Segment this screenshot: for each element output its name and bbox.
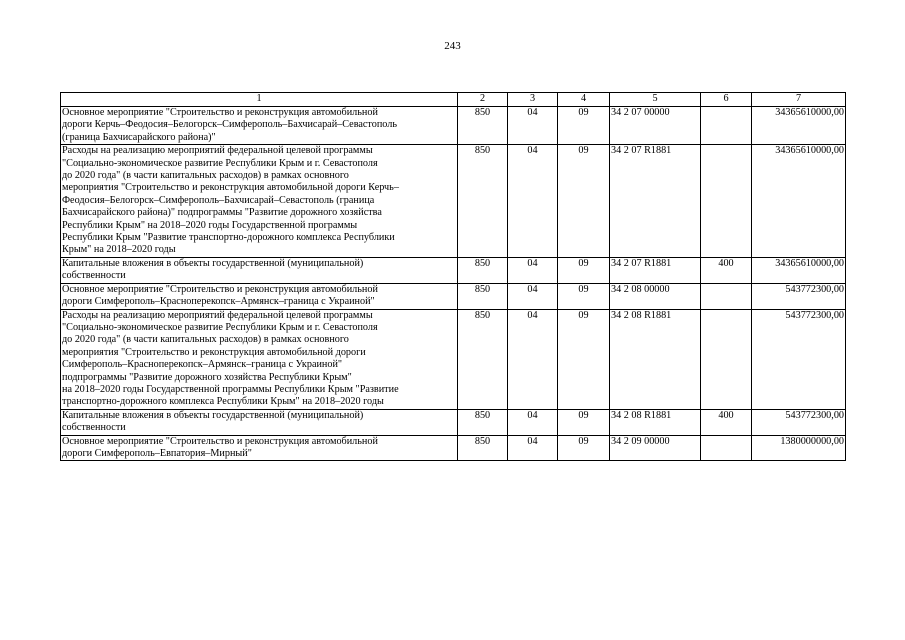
- subsection-code: 09: [558, 435, 610, 461]
- section-code: 04: [508, 257, 558, 283]
- description-line: Симферополь–Красноперекопск–Армянск–граница с Украиной": [62, 359, 343, 371]
- ministry-code: 850: [458, 435, 508, 461]
- column-header-6: 6: [701, 93, 752, 107]
- target-article-code: 34 2 07 00000: [610, 107, 701, 145]
- expense-type-code: [701, 107, 752, 145]
- description-line: до 2020 года" (в части капитальных расходов) в рамках основного: [62, 334, 349, 346]
- description-line: "Социально-экономическое развитие Республики Крым и г. Севастополя: [62, 321, 378, 333]
- description-line: Основное мероприятие "Строительство и реконструкция автомобильной: [62, 435, 378, 447]
- ministry-code: 850: [458, 145, 508, 258]
- subsection-code: 09: [558, 409, 610, 435]
- expense-type-code: 400: [701, 257, 752, 283]
- description-line: Расходы на реализацию мероприятий федеральной целевой программы: [62, 309, 373, 321]
- expense-type-code: [701, 283, 752, 309]
- description-line: дороги Симферополь–Евпатория–Мирный": [62, 447, 252, 459]
- ministry-code: 850: [458, 409, 508, 435]
- column-header-1: 1: [61, 93, 458, 107]
- target-article-code: 34 2 08 00000: [610, 283, 701, 309]
- target-article-code: 34 2 09 00000: [610, 435, 701, 461]
- section-code: 04: [508, 145, 558, 258]
- table-row: [61, 435, 846, 461]
- description-line: (граница Бахчисарайского района)": [62, 131, 216, 143]
- description-line: мероприятия "Строительство и реконструкция автомобильной дороги: [62, 346, 366, 358]
- description-line: собственности: [62, 422, 126, 434]
- description-line: дороги Симферополь–Красноперекопск–Армянск–граница с Украиной": [62, 296, 375, 308]
- amount: 34365610000,00: [752, 107, 846, 145]
- amount: 543772300,00: [752, 309, 846, 409]
- row-description: [61, 283, 458, 309]
- row-description: [61, 145, 458, 258]
- description-line: подпрограммы "Развитие дорожного хозяйства Республики Крым": [62, 371, 352, 383]
- row-description: [61, 107, 458, 145]
- description-line: Республики Крым "Развитие транспортно-дорожного комплекса Республики: [62, 232, 395, 244]
- column-header-5: 5: [610, 93, 701, 107]
- description-line: Капитальные вложения в объекты государственной (муниципальной): [62, 257, 364, 269]
- amount: 543772300,00: [752, 283, 846, 309]
- subsection-code: 09: [558, 309, 610, 409]
- table-row: [61, 145, 846, 258]
- ministry-code: 850: [458, 283, 508, 309]
- description-line: до 2020 года" (в части капитальных расходов) в рамках основного: [62, 170, 349, 182]
- row-description: [61, 435, 458, 461]
- ministry-code: 850: [458, 107, 508, 145]
- section-code: 04: [508, 283, 558, 309]
- column-header-3: 3: [508, 93, 558, 107]
- table-row: [61, 283, 846, 309]
- column-header-7: 7: [752, 93, 846, 107]
- ministry-code: 850: [458, 257, 508, 283]
- row-description: [61, 257, 458, 283]
- amount: 34365610000,00: [752, 257, 846, 283]
- amount: 34365610000,00: [752, 145, 846, 258]
- description-line: Основное мероприятие "Строительство и реконструкция автомобильной: [62, 107, 378, 118]
- page-number: 243: [444, 40, 461, 52]
- section-code: 04: [508, 107, 558, 145]
- target-article-code: 34 2 08 R1881: [610, 409, 701, 435]
- section-code: 04: [508, 309, 558, 409]
- amount: 1380000000,00: [752, 435, 846, 461]
- description-line: Бахчисарайского района)" подпрограммы "Развитие дорожного хозяйства: [62, 207, 382, 219]
- description-line: собственности: [62, 270, 126, 282]
- expense-type-code: [701, 145, 752, 258]
- expense-type-code: 400: [701, 409, 752, 435]
- target-article-code: 34 2 08 R1881: [610, 309, 701, 409]
- description-line: "Социально-экономическое развитие Республики Крым и г. Севастополя: [62, 157, 378, 169]
- target-article-code: 34 2 07 R1881: [610, 257, 701, 283]
- description-line: транспортно-дорожного комплекса Республики Крым" на 2018–2020 годы: [62, 396, 384, 408]
- column-header-4: 4: [558, 93, 610, 107]
- subsection-code: 09: [558, 107, 610, 145]
- table-row: [61, 257, 846, 283]
- description-line: Республики Крым" на 2018–2020 годы Государственной программы: [62, 219, 358, 231]
- row-description: [61, 309, 458, 409]
- table-row: [61, 107, 846, 145]
- column-header-2: 2: [458, 93, 508, 107]
- subsection-code: 09: [558, 145, 610, 258]
- expense-type-code: [701, 309, 752, 409]
- description-line: Основное мероприятие "Строительство и реконструкция автомобильной: [62, 283, 378, 295]
- description-line: Крым" на 2018–2020 годы: [62, 244, 176, 256]
- budget-table: [60, 92, 846, 461]
- row-description: [61, 409, 458, 435]
- amount: 543772300,00: [752, 409, 846, 435]
- description-line: Расходы на реализацию мероприятий федеральной целевой программы: [62, 145, 373, 157]
- description-line: дороги Керчь–Феодосия–Белогорск–Симферополь–Бахчисарай–Севастополь: [62, 119, 397, 131]
- expense-type-code: [701, 435, 752, 461]
- table-row: [61, 309, 846, 409]
- description-line: Капитальные вложения в объекты государственной (муниципальной): [62, 409, 364, 421]
- table-row: [61, 409, 846, 435]
- subsection-code: 09: [558, 257, 610, 283]
- description-line: на 2018–2020 годы Государственной программы Республики Крым "Развитие: [62, 383, 399, 395]
- table-body: [61, 107, 846, 461]
- ministry-code: 850: [458, 309, 508, 409]
- description-line: мероприятия "Строительство и реконструкция автомобильной дороги Керчь–: [62, 182, 399, 194]
- target-article-code: 34 2 07 R1881: [610, 145, 701, 258]
- section-code: 04: [508, 409, 558, 435]
- header-row: [61, 93, 846, 107]
- subsection-code: 09: [558, 283, 610, 309]
- description-line: Феодосия–Белогорск–Симферополь–Бахчисарай–Севастополь (граница: [62, 194, 375, 206]
- section-code: 04: [508, 435, 558, 461]
